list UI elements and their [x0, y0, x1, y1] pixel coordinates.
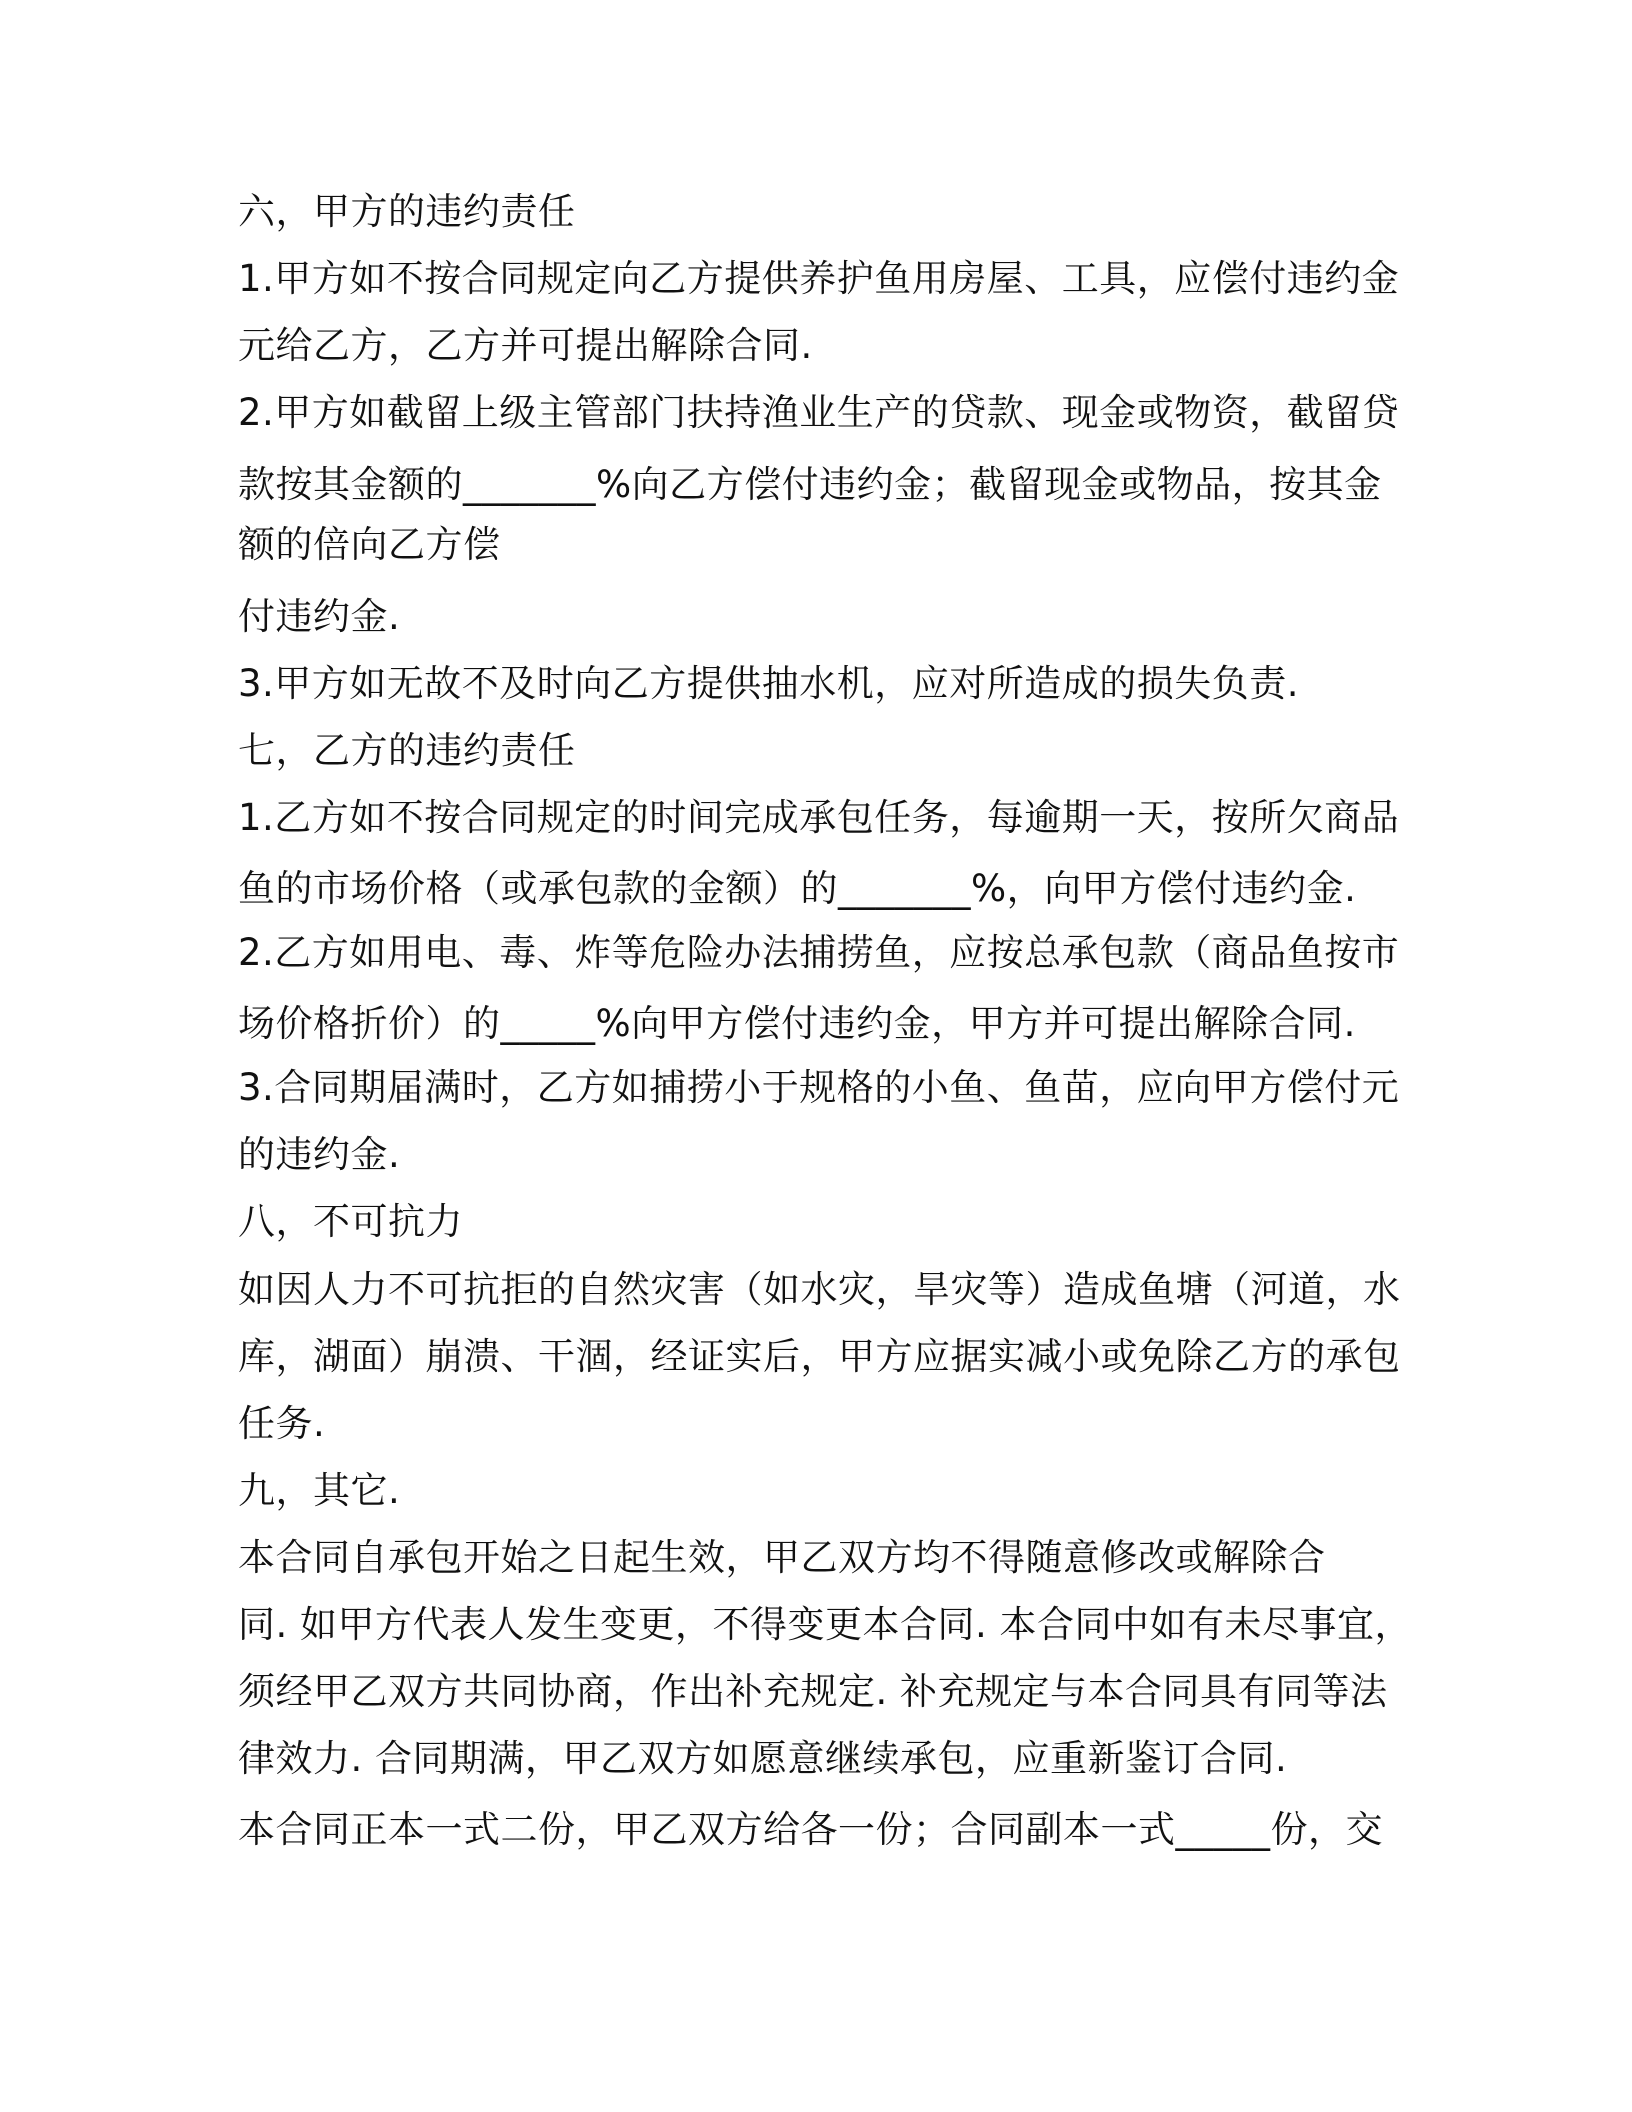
section-heading-other: 九，其它.	[238, 1469, 401, 1512]
clause-b3-line-2: 的违约金.	[238, 1133, 401, 1176]
force-majeure-line-3: 任务.	[238, 1402, 326, 1445]
other-line-3: 须经甲乙双方共同协商，作出补充规定. 补充规定与本合同具有同等法	[238, 1670, 1388, 1713]
section-heading-force-majeure: 八，不可抗力	[238, 1200, 463, 1243]
clause-a2-line-3: 额的倍向乙方偿	[238, 523, 501, 566]
clause-a3-line-1: 3.甲方如无故不及时向乙方提供抽水机，应对所造成的损失负责.	[238, 662, 1300, 705]
clause-b1-line-2: 鱼的市场价格（或承包款的金额）的_______%，向甲方偿付违约金.	[238, 867, 1357, 910]
section-heading-party-a-breach: 六，甲方的违约责任	[238, 190, 576, 233]
other-line-2: 同. 如甲方代表人发生变更，不得变更本合同. 本合同中如有未尽事宜，	[238, 1603, 1413, 1646]
other-line-1: 本合同自承包开始之日起生效，甲乙双方均不得随意修改或解除合	[238, 1536, 1326, 1579]
force-majeure-line-2: 库，湖面）崩溃、干涸，经证实后，甲方应据实减小或免除乙方的承包	[238, 1335, 1401, 1378]
section-heading-party-b-breach: 七，乙方的违约责任	[238, 729, 576, 772]
force-majeure-line-1: 如因人力不可抗拒的自然灾害（如水灾，旱灾等）造成鱼塘（河道，水	[238, 1268, 1401, 1311]
clause-a2-line-4: 付违约金.	[238, 595, 401, 638]
clause-b2-line-2: 场价格折价）的_____%向甲方偿付违约金，甲方并可提出解除合同.	[238, 1002, 1356, 1045]
clause-a1-line-1: 1.甲方如不按合同规定向乙方提供养护鱼用房屋、工具，应偿付违约金	[238, 257, 1400, 300]
copies-line-1: 本合同正本一式二份，甲乙双方给各一份；合同副本一式_____份，交	[238, 1808, 1383, 1851]
other-line-4: 律效力. 合同期满，甲乙双方如愿意继续承包，应重新鉴订合同.	[238, 1737, 1288, 1780]
clause-a2-line-1: 2.甲方如截留上级主管部门扶持渔业生产的贷款、现金或物资，截留贷	[238, 391, 1400, 434]
clause-b1-line-1: 1.乙方如不按合同规定的时间完成承包任务，每逾期一天，按所欠商品	[238, 796, 1400, 839]
clause-b2-line-1: 2.乙方如用电、毒、炸等危险办法捕捞鱼，应按总承包款（商品鱼按市	[238, 931, 1400, 974]
clause-b3-line-1: 3.合同期届满时，乙方如捕捞小于规格的小鱼、鱼苗，应向甲方偿付元	[238, 1066, 1400, 1109]
clause-a1-line-2: 元给乙方，乙方并可提出解除合同.	[238, 324, 813, 367]
clause-a2-line-2: 款按其金额的_______%向乙方偿付违约金；截留现金或物品，按其金	[238, 463, 1382, 506]
